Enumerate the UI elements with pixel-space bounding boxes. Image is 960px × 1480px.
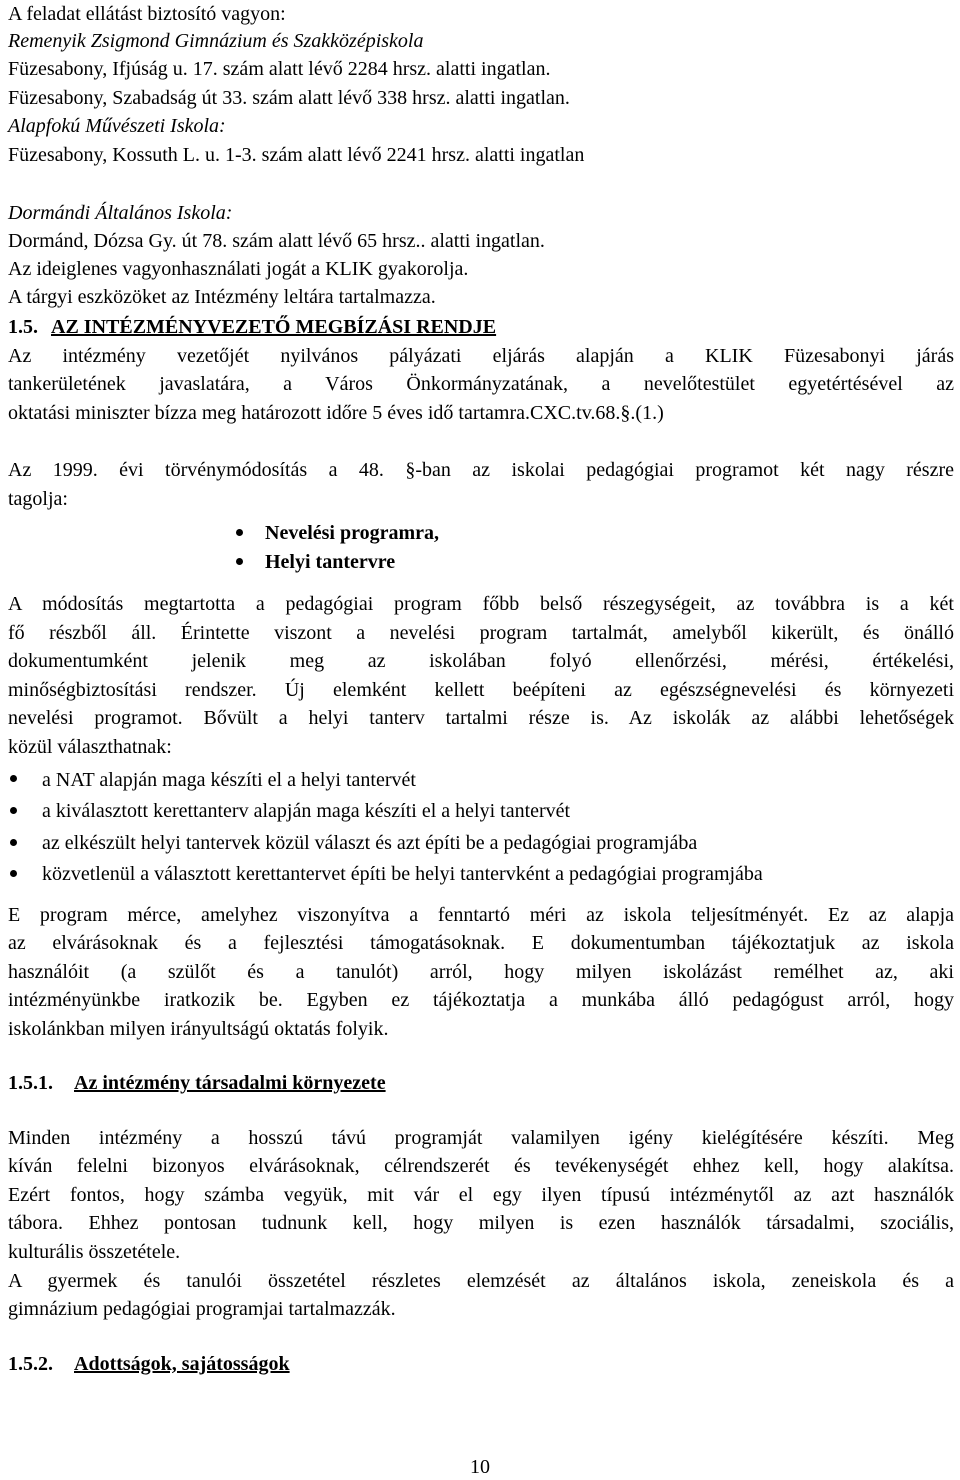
paragraph-line: Ezért fontos, hogy számba vegyük, mit vár el egy ilyen típusú intézménytől az azt használók (8, 1184, 954, 1206)
school-name: Remenyik Zsigmond Gimnázium és Szakközépiskola (8, 30, 424, 52)
art-school-name: Alapfokú Művészeti Iskola: (8, 115, 226, 137)
assets-title: A feladat ellátást biztosító vagyon: (8, 3, 286, 25)
list-item: a kiválasztott kerettanterv alapján maga készíti el a helyi tantervét (42, 800, 571, 822)
paragraph-line: kíván felelni bizonyos elvárásoknak, célrendszerét és tevékenységét ehhez kell, hogy alakítsa. (8, 1155, 954, 1177)
paragraph-line: minőségbiztosítási rendszer. Új elemként kellett beépíteni az egészségnevelési és környezeti (8, 679, 954, 701)
bullet-icon (10, 870, 17, 877)
bullet-icon (10, 839, 17, 846)
paragraph-line: iskolánkban milyen irányultságú oktatás folyik. (8, 1018, 389, 1040)
list-item: a NAT alapján maga készíti el a helyi tantervét (42, 769, 416, 791)
paragraph-line: A módosítás megtartotta a pedagógiai program főbb belső részegységeit, az továbbra is a két (8, 593, 954, 615)
paragraph-line: gimnázium pedagógiai programjai tartalmazzák. (8, 1298, 396, 1320)
paragraph-line: fő részből áll. Érintette viszont a nevelési program tartalmát, amelyből kikerült, és önálló (8, 622, 954, 644)
paragraph-line: E program mérce, amelyhez viszonyítva a fenntartó méri az iskola teljesítményét. Ez az alapja (8, 904, 954, 926)
paragraph-line: oktatási miniszter bízza meg határozott időre 5 éves idő tartamra.CXC.tv.68.§.(1.) (8, 402, 664, 424)
paragraph-line: Az 1999. évi törvénymódosítás a 48. §-ban az iskolai pedagógiai programot két nagy részre (8, 459, 954, 481)
subsection-title: Az intézmény társadalmi környezete (74, 1072, 386, 1094)
paragraph-line: tagolja: (8, 488, 68, 510)
page-number: 10 (470, 1456, 490, 1478)
paragraph-line: közül választhatnak: (8, 736, 172, 758)
list-item: az elkészült helyi tantervek közül választ és azt építi be a pedagógiai programjába (42, 832, 698, 854)
subsection-title: Adottságok, sajátosságok (74, 1353, 290, 1375)
bullet-icon (236, 529, 243, 536)
inventory-note: A tárgyi eszközöket az Intézmény leltára tartalmazza. (8, 286, 436, 308)
usage-note: Az ideiglenes vagyonhasználati jogát a KLIK gyakorolja. (8, 258, 469, 280)
section-title: AZ INTÉZMÉNYVEZETŐ MEGBÍZÁSI RENDJE (51, 316, 497, 338)
address-line: Füzesabony, Ifjúság u. 17. szám alatt lévő 2284 hrsz. alatti ingatlan. (8, 58, 551, 80)
section-number: 1.5. (8, 316, 38, 338)
bullet-icon (236, 558, 243, 565)
list-item: Nevelési programra, (265, 522, 440, 544)
bullet-icon (10, 775, 17, 782)
primary-school-name: Dormándi Általános Iskola: (8, 202, 233, 224)
paragraph-line: Az intézmény vezetőjét nyilvános pályázati eljárás alapján a KLIK Füzesabonyi járás (8, 345, 954, 367)
paragraph-line: A gyermek és tanulói összetétel részletes elemzését az általános iskola, zeneiskola és a (8, 1270, 954, 1292)
paragraph-line: használóit (a szülőt és a tanulót) arról, hogy milyen iskolázást remélhet az, aki (8, 961, 954, 983)
paragraph-line: az elvárásoknak és a fejlesztési támogatásoknak. E dokumentumban tájékoztatjuk az iskola (8, 932, 954, 954)
list-item: közvetlenül a választott kerettantervet építi be helyi tantervként a pedagógiai programjába (42, 863, 763, 885)
paragraph-line: dokumentumként jelenik meg az iskolában folyó ellenőrzési, mérési, értékelési, (8, 650, 954, 672)
subsection-number: 1.5.1. (8, 1072, 53, 1094)
paragraph-line: nevelési programot. Bővült a helyi tanterv tartalmi része is. Az iskolák az alábbi lehetőségek (8, 707, 954, 729)
address-line: Dormánd, Dózsa Gy. út 78. szám alatt lévő 65 hrsz.. alatti ingatlan. (8, 230, 545, 252)
subsection-heading (8, 1069, 386, 1098)
paragraph-line: Minden intézmény a hosszú távú programját valamilyen igény kielégítésére készíti. Meg (8, 1127, 954, 1149)
paragraph-line: intézményünkbe iratkozik be. Egyben ez tájékoztatja a munkába álló pedagógust arról, hogy (8, 989, 954, 1011)
paragraph-line: kulturális összetétele. (8, 1241, 181, 1263)
subsection-number: 1.5.2. (8, 1353, 53, 1375)
subsection-heading (8, 1350, 290, 1379)
paragraph-line: tankerületének javaslatára, a Város Önkormányzatának, a nevelőtestület egyetértésével az (8, 373, 954, 395)
bullet-icon (10, 807, 17, 814)
section-heading (8, 313, 496, 342)
paragraph-line: tábora. Ehhez pontosan tudnunk kell, hogy milyen is ezen használók társadalmi, szociális, (8, 1212, 954, 1234)
address-line: Füzesabony, Kossuth L. u. 1-3. szám alatt lévő 2241 hrsz. alatti ingatlan (8, 144, 585, 166)
address-line: Füzesabony, Szabadság út 33. szám alatt lévő 338 hrsz. alatti ingatlan. (8, 87, 570, 109)
list-item: Helyi tantervre (265, 551, 396, 573)
